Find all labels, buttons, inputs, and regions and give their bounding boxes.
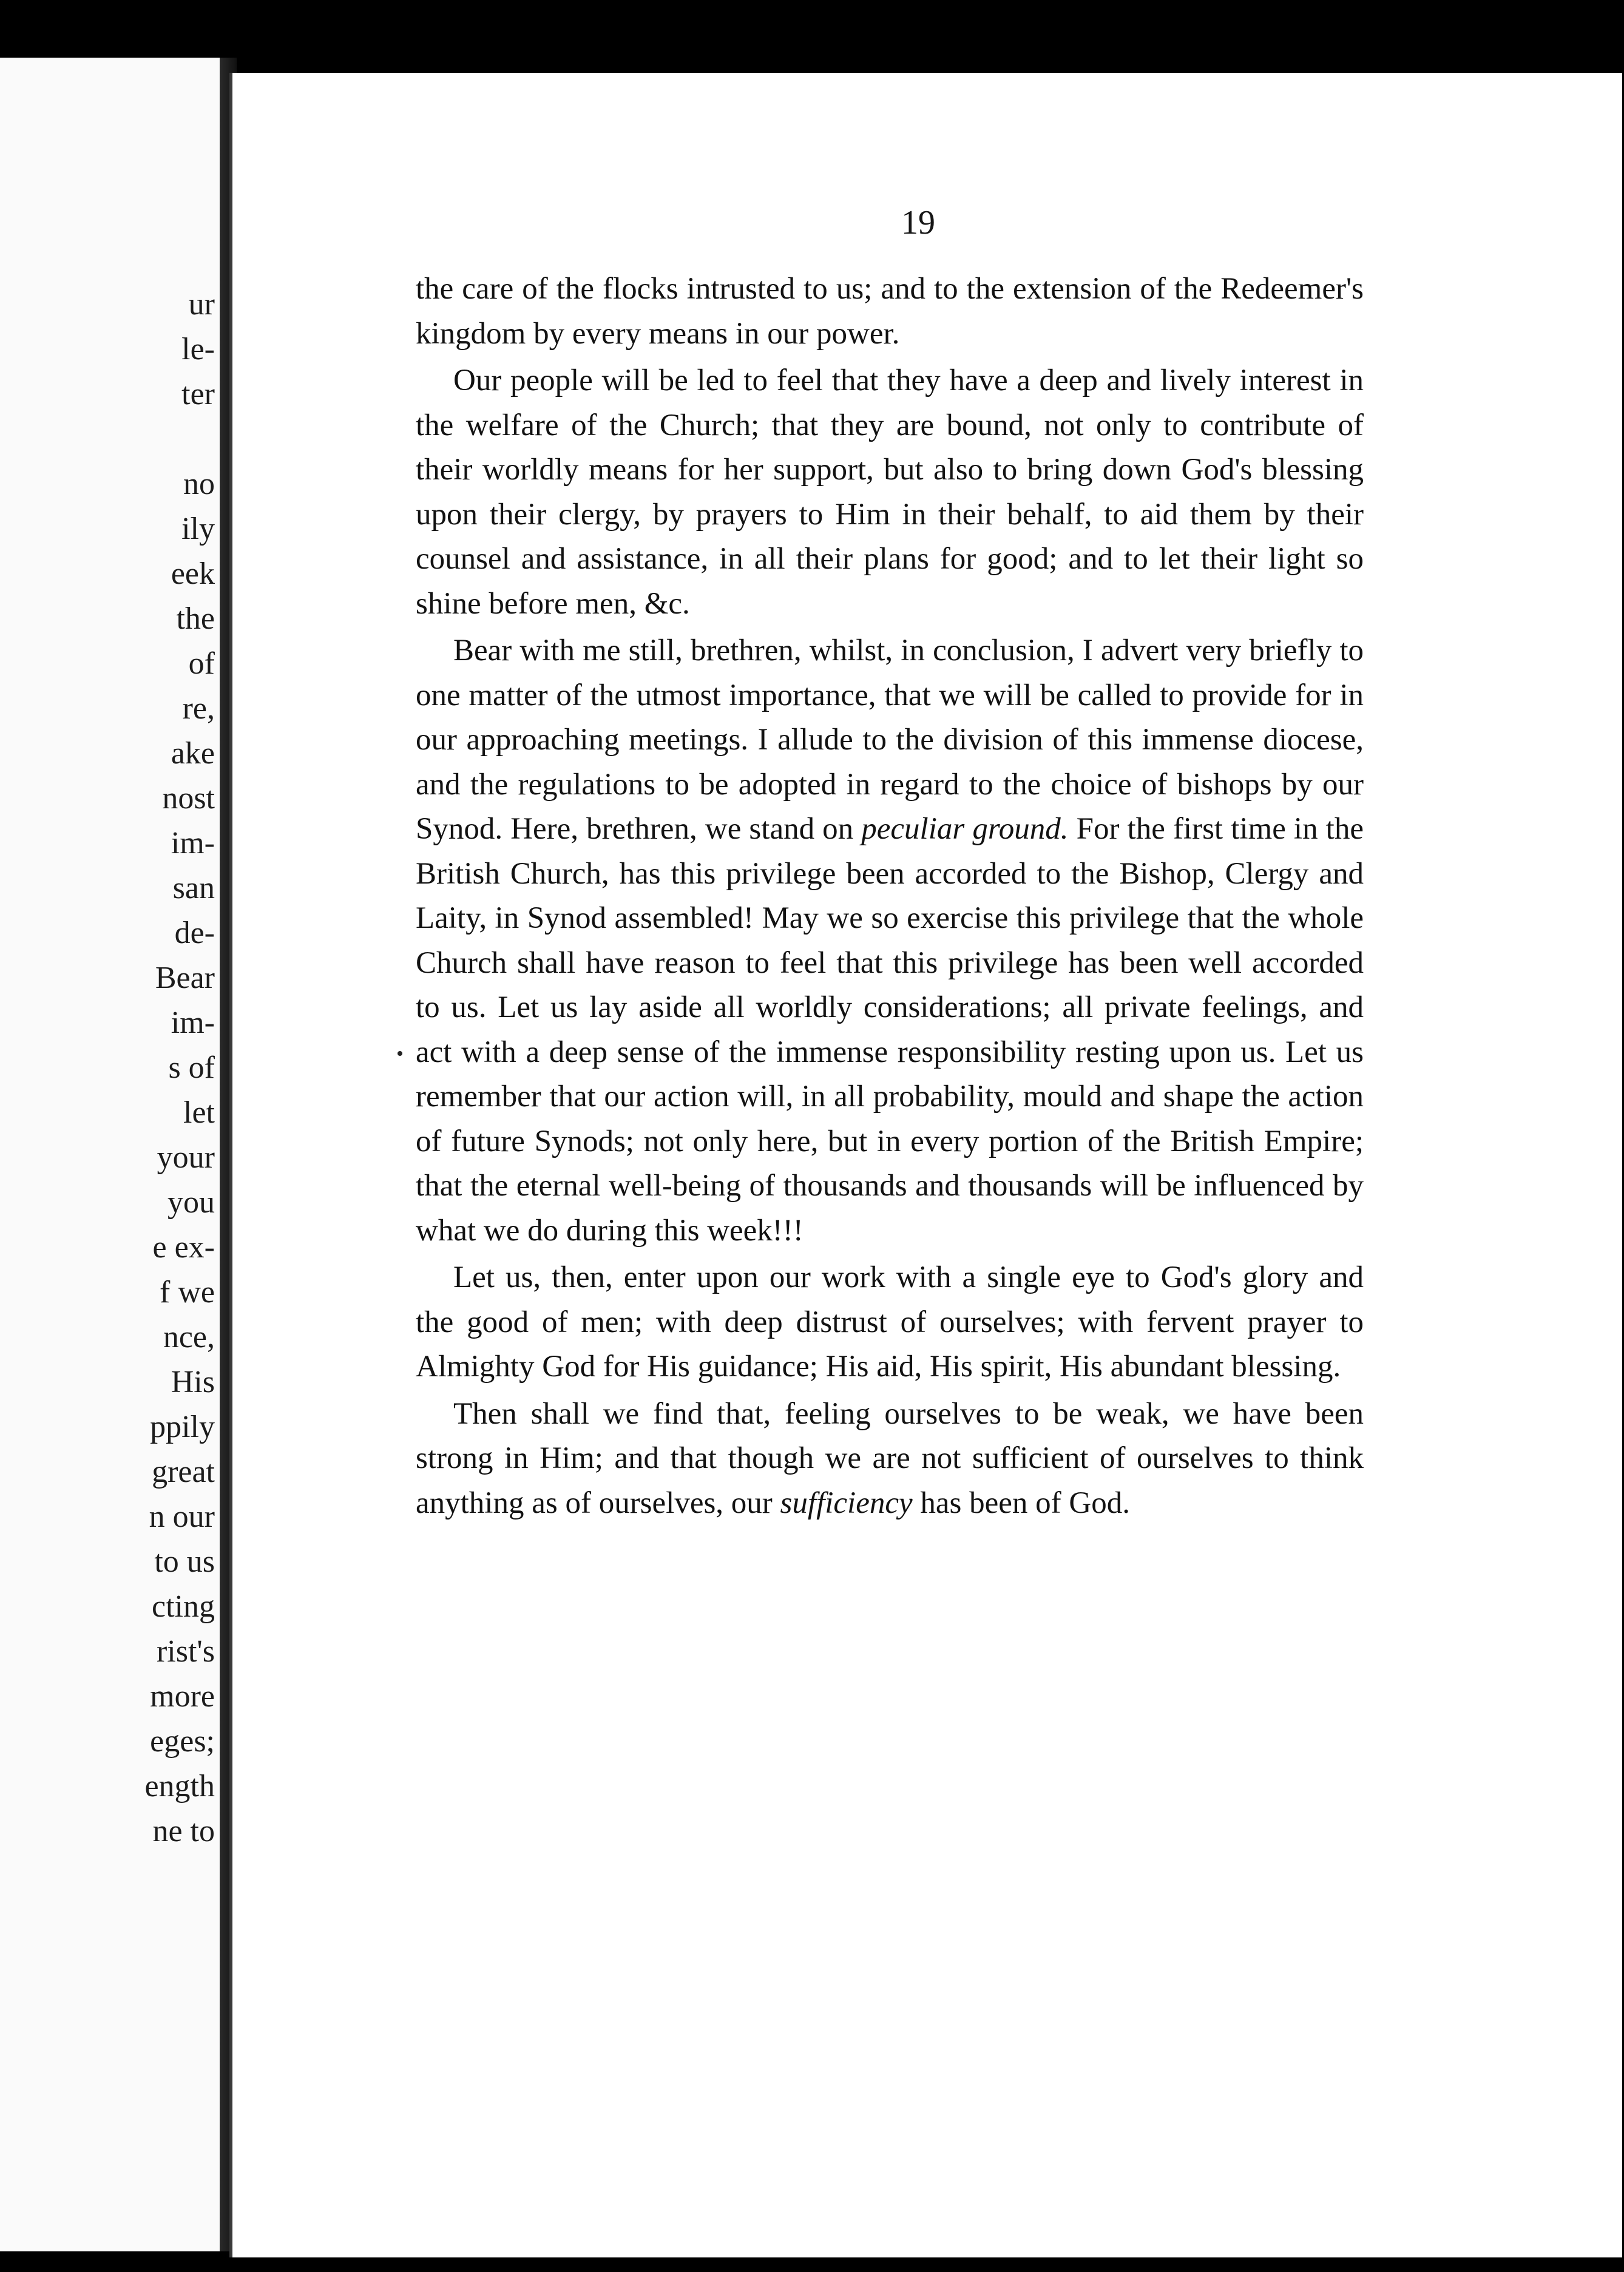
left-page-fragment: great — [152, 1455, 215, 1489]
left-page-fragment: eges; — [150, 1724, 215, 1759]
left-page-fragment: n our — [149, 1499, 215, 1534]
left-page-fragment: your — [157, 1140, 215, 1175]
left-page-fragment: ur — [188, 287, 215, 322]
paragraph-text: Bear with me still, brethren, whilst, in conclusion, I advert very briefly to one matter of the utmost importance, that we will be called to provide for in our approaching meetings. I allude to the division of this immense diocese, and the regulations to be adopted in regard to the choice of bishops by our Synod. Here, brethren, we stand on — [416, 634, 1364, 846]
left-page-fragment: you — [167, 1185, 215, 1220]
paragraph-p5 — [416, 1392, 1364, 1526]
body-text — [416, 267, 1364, 1526]
left-page-fragment: of — [188, 646, 215, 681]
left-page-fragment: s of — [168, 1050, 215, 1085]
paragraph-text: Let us, then, enter upon our work with a single eye to God's glory and the good of men; with deep distrust of ourselves; with fervent prayer to Almighty God for His guidance; His aid, His spirit, His abundant blessing. — [416, 1260, 1364, 1384]
left-page-fragment: ily — [181, 512, 215, 546]
left-page-fragment: f we — [160, 1275, 215, 1310]
left-page-fragment: the — [176, 601, 215, 636]
left-page-fragment: nce, — [163, 1320, 215, 1354]
left-page-fragment: re, — [182, 691, 215, 726]
left-page-fragment: nost — [162, 781, 215, 816]
margin-dot — [398, 1051, 402, 1056]
left-facing-page — [0, 58, 220, 2251]
left-page-fragment: san — [172, 871, 215, 905]
left-page-fragment: more — [150, 1679, 215, 1714]
left-page-fragment: eek — [171, 556, 215, 591]
left-page-fragment: let — [183, 1095, 215, 1130]
left-page-fragment: im- — [171, 826, 215, 860]
left-page-fragment: ake — [171, 736, 215, 771]
page-number: 19 — [901, 204, 935, 242]
left-page-fragment: ne to — [152, 1814, 215, 1848]
left-page-fragment: e ex- — [152, 1230, 215, 1265]
left-page-fragment — [144, 417, 215, 462]
left-page-fragment: le- — [181, 332, 215, 367]
paragraph-text: the care of the flocks intrusted to us; and to the extension of the Redeemer's kingdom by every means in our power. — [416, 272, 1364, 351]
left-page-fragment: rist's — [156, 1634, 215, 1669]
left-page-fragment: His — [171, 1365, 215, 1399]
left-page-fragment: no — [183, 467, 215, 501]
left-page-text-fragments — [144, 282, 215, 1854]
paragraph-p2 — [416, 359, 1364, 626]
paragraph-text: has been of God. — [912, 1486, 1130, 1520]
paragraph-text: Our people will be led to feel that they have a deep and lively interest in the welfare of the Church; that they are bound, not only to contribute of their worldly means for her support, but also to bring down God's blessing upon their clergy, by prayers to Him in their behalf, to aid them by their counsel and assistance, in all their plans for good; and to let their light so shine before men, &c. — [416, 363, 1364, 621]
left-page-fragment: de- — [174, 916, 215, 950]
left-page-fragment: ter — [181, 377, 215, 411]
italic-text: peculiar ground. — [861, 812, 1069, 846]
left-page-fragment: Bear — [155, 961, 215, 995]
left-page-fragment: cting — [152, 1589, 215, 1624]
left-page-fragment: to us — [154, 1544, 215, 1579]
left-page-fragment: ength — [144, 1769, 215, 1804]
paragraph-p1 — [416, 267, 1364, 356]
left-page-fragment: ppily — [150, 1410, 215, 1444]
paragraph-p3 — [416, 629, 1364, 1253]
paragraph-text: Then shall we find that, feeling ourselves to be weak, we have been strong in Him; and that though we are not sufficient of ourselves to think anything as of ourselves, our — [416, 1396, 1364, 1520]
paragraph-p4 — [416, 1256, 1364, 1390]
right-page — [229, 73, 1622, 2257]
left-page-fragment: im- — [171, 1006, 215, 1040]
paragraph-text: For the first time in the British Church, has this privilege been accorded to the Bishop, Clergy and Laity, in Synod assembled! May we so exercise this privilege that the whole Church shall have reason to feel that this privilege has been well accorded to us. Let us lay aside all worldly considerations; all private feelings, and act with a deep sense of the immense responsibility resting upon us. Let us remember that our action will, in all probability, mould and shape the action of future Synods; not only here, but in every portion of the British Empire; that the eternal well-being of thousands and thousands will be influenced by what we do during this week!!! — [416, 812, 1364, 1248]
italic-text: sufficiency — [780, 1486, 913, 1520]
